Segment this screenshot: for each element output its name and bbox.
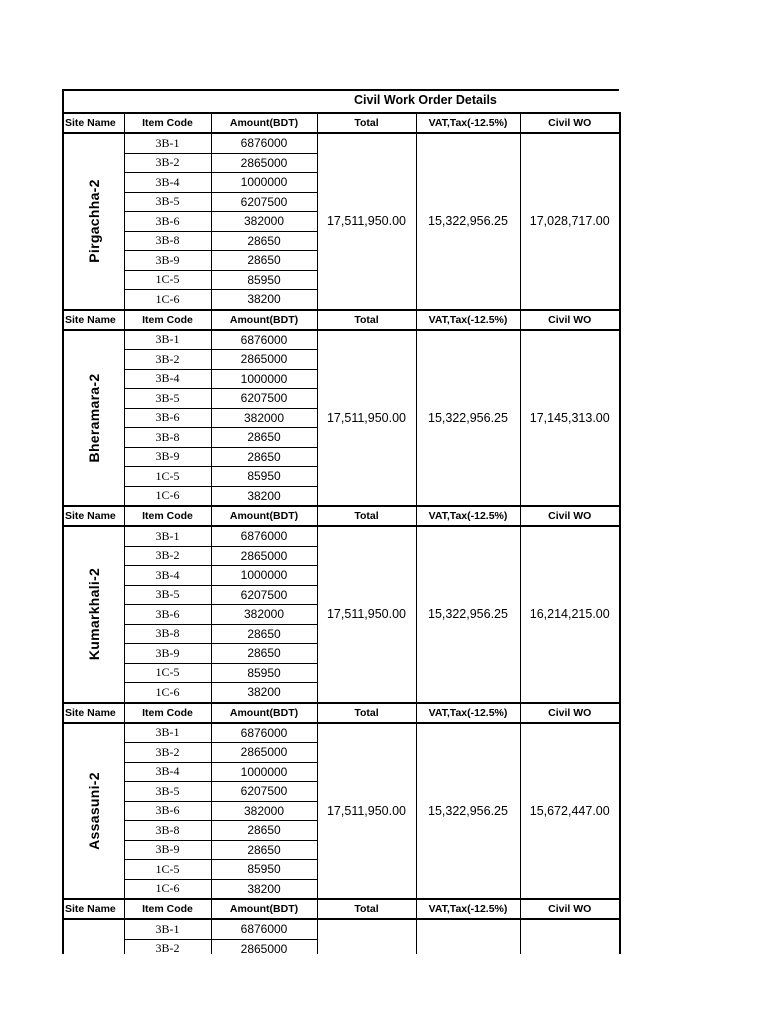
work-order-table	[62, 112, 621, 954]
amount-cell: 28650	[211, 231, 317, 251]
amount-cell: 6876000	[211, 526, 317, 546]
site-name-header: Site Name	[63, 113, 124, 133]
vat-header: VAT,Tax(-12.5%)	[416, 703, 520, 723]
item-code-header: Item Code	[124, 310, 211, 330]
amount-cell: 382000	[211, 801, 317, 821]
item-code-header: Item Code	[124, 506, 211, 526]
site-name-header: Site Name	[63, 899, 124, 919]
item-code-cell: 3B-2	[124, 350, 211, 370]
site-name-cell	[63, 133, 124, 310]
amount-cell: 85950	[211, 860, 317, 880]
item-code-cell: 3B-4	[124, 566, 211, 586]
site-name: Kumarkhali-2	[85, 568, 102, 661]
item-code-header: Item Code	[124, 113, 211, 133]
amount-header: Amount(BDT)	[211, 310, 317, 330]
amount-cell: 6876000	[211, 330, 317, 350]
civil-wo-header: Civil WO	[520, 703, 620, 723]
section-header-row	[63, 113, 620, 133]
site-name-cell	[63, 723, 124, 900]
item-code-cell: 3B-8	[124, 231, 211, 251]
section-header-row	[63, 310, 620, 330]
amount-cell: 6207500	[211, 782, 317, 802]
item-code-header: Item Code	[124, 899, 211, 919]
site-name: Bheramara-2	[85, 373, 102, 463]
item-code-cell: 3B-8	[124, 624, 211, 644]
amount-cell: 382000	[211, 408, 317, 428]
amount-cell: 28650	[211, 428, 317, 448]
vat-cell: 15,322,956.25	[416, 330, 520, 507]
item-code-cell: 1C-5	[124, 467, 211, 487]
item-code-cell: 3B-9	[124, 251, 211, 271]
civil-wo-cell: 16,214,215.00	[520, 526, 620, 703]
item-code-cell: 1C-6	[124, 683, 211, 703]
section-header-row	[63, 506, 620, 526]
item-code-cell: 3B-6	[124, 801, 211, 821]
amount-cell: 28650	[211, 624, 317, 644]
amount-header: Amount(BDT)	[211, 113, 317, 133]
amount-cell: 1000000	[211, 566, 317, 586]
vat-cell: 15,322,956.25	[416, 133, 520, 310]
total-cell: 17,511,950.00	[317, 526, 416, 703]
table-body	[63, 113, 620, 954]
amount-cell: 1000000	[211, 173, 317, 193]
item-code-cell: 3B-2	[124, 546, 211, 566]
item-row	[63, 723, 620, 743]
amount-cell: 382000	[211, 605, 317, 625]
amount-cell: 38200	[211, 879, 317, 899]
amount-cell: 28650	[211, 821, 317, 841]
item-code-cell: 3B-1	[124, 526, 211, 546]
amount-cell: 28650	[211, 644, 317, 664]
site-name-cell	[63, 526, 124, 703]
item-code-cell: 3B-4	[124, 173, 211, 193]
item-code-cell: 3B-9	[124, 447, 211, 467]
sheet-title: Civil Work Order Details	[354, 93, 497, 107]
item-row	[63, 133, 620, 153]
total-header: Total	[317, 113, 416, 133]
amount-cell: 6207500	[211, 585, 317, 605]
item-code-cell: 3B-9	[124, 644, 211, 664]
amount-cell: 38200	[211, 290, 317, 310]
amount-cell: 85950	[211, 270, 317, 290]
amount-cell: 6207500	[211, 192, 317, 212]
site-name-cell	[63, 919, 124, 954]
total-header: Total	[317, 310, 416, 330]
amount-header: Amount(BDT)	[211, 703, 317, 723]
vat-header: VAT,Tax(-12.5%)	[416, 899, 520, 919]
item-code-cell: 1C-6	[124, 290, 211, 310]
section-header-row	[63, 703, 620, 723]
amount-cell: 2865000	[211, 153, 317, 173]
item-code-cell: 3B-5	[124, 585, 211, 605]
item-code-cell: 1C-5	[124, 663, 211, 683]
item-code-cell: 3B-6	[124, 408, 211, 428]
site-name-header: Site Name	[63, 703, 124, 723]
item-code-cell: 3B-2	[124, 939, 211, 954]
civil-wo-cell	[520, 919, 620, 954]
amount-cell: 6876000	[211, 723, 317, 743]
amount-cell: 6207500	[211, 389, 317, 409]
vat-cell: 15,322,956.25	[416, 526, 520, 703]
total-header: Total	[317, 703, 416, 723]
amount-cell: 85950	[211, 467, 317, 487]
item-code-cell: 1C-5	[124, 860, 211, 880]
item-code-cell: 3B-1	[124, 723, 211, 743]
civil-wo-header: Civil WO	[520, 310, 620, 330]
total-cell: 17,511,950.00	[317, 133, 416, 310]
amount-header: Amount(BDT)	[211, 506, 317, 526]
total-cell: 17,511,950.00	[317, 330, 416, 507]
item-row	[63, 919, 620, 939]
item-code-cell: 3B-6	[124, 212, 211, 232]
amount-cell: 1000000	[211, 369, 317, 389]
vat-header: VAT,Tax(-12.5%)	[416, 113, 520, 133]
item-row	[63, 330, 620, 350]
amount-cell: 28650	[211, 840, 317, 860]
item-code-cell: 3B-2	[124, 153, 211, 173]
title-row	[62, 89, 619, 112]
item-code-cell: 3B-9	[124, 840, 211, 860]
amount-cell: 6876000	[211, 919, 317, 939]
item-code-cell: 3B-1	[124, 919, 211, 939]
civil-wo-header: Civil WO	[520, 506, 620, 526]
civil-wo-cell: 17,145,313.00	[520, 330, 620, 507]
item-code-cell: 3B-1	[124, 133, 211, 153]
item-code-cell: 3B-5	[124, 389, 211, 409]
vat-cell	[416, 919, 520, 954]
amount-cell: 28650	[211, 251, 317, 271]
amount-cell: 2865000	[211, 350, 317, 370]
item-row	[63, 526, 620, 546]
item-code-cell: 1C-6	[124, 879, 211, 899]
amount-cell: 2865000	[211, 939, 317, 954]
item-code-cell: 1C-5	[124, 270, 211, 290]
civil-wo-cell: 15,672,447.00	[520, 723, 620, 900]
amount-cell: 85950	[211, 663, 317, 683]
item-code-cell: 3B-4	[124, 762, 211, 782]
site-name-header: Site Name	[63, 310, 124, 330]
item-code-cell: 1C-6	[124, 486, 211, 506]
section-header-row	[63, 899, 620, 919]
civil-wo-header: Civil WO	[520, 899, 620, 919]
amount-cell: 1000000	[211, 762, 317, 782]
item-code-cell: 3B-8	[124, 428, 211, 448]
vat-header: VAT,Tax(-12.5%)	[416, 310, 520, 330]
item-code-cell: 3B-5	[124, 192, 211, 212]
amount-cell: 38200	[211, 486, 317, 506]
item-code-cell: 3B-6	[124, 605, 211, 625]
item-code-cell: 3B-4	[124, 369, 211, 389]
total-header: Total	[317, 506, 416, 526]
item-code-header: Item Code	[124, 703, 211, 723]
item-code-cell: 3B-5	[124, 782, 211, 802]
civil-wo-cell: 17,028,717.00	[520, 133, 620, 310]
amount-cell: 2865000	[211, 743, 317, 763]
total-cell: 17,511,950.00	[317, 723, 416, 900]
site-name: Assasuni-2	[85, 771, 102, 850]
amount-cell: 6876000	[211, 133, 317, 153]
vat-cell: 15,322,956.25	[416, 723, 520, 900]
amount-cell: 382000	[211, 212, 317, 232]
amount-cell: 38200	[211, 683, 317, 703]
item-code-cell: 3B-1	[124, 330, 211, 350]
site-name: Pirgachha-2	[85, 179, 102, 263]
site-name-header: Site Name	[63, 506, 124, 526]
amount-cell: 2865000	[211, 546, 317, 566]
total-header: Total	[317, 899, 416, 919]
item-code-cell: 3B-2	[124, 743, 211, 763]
vat-header: VAT,Tax(-12.5%)	[416, 506, 520, 526]
site-name-cell	[63, 330, 124, 507]
total-cell	[317, 919, 416, 954]
amount-header: Amount(BDT)	[211, 899, 317, 919]
civil-wo-header: Civil WO	[520, 113, 620, 133]
amount-cell: 28650	[211, 447, 317, 467]
item-code-cell: 3B-8	[124, 821, 211, 841]
work-order-sheet	[62, 89, 619, 954]
